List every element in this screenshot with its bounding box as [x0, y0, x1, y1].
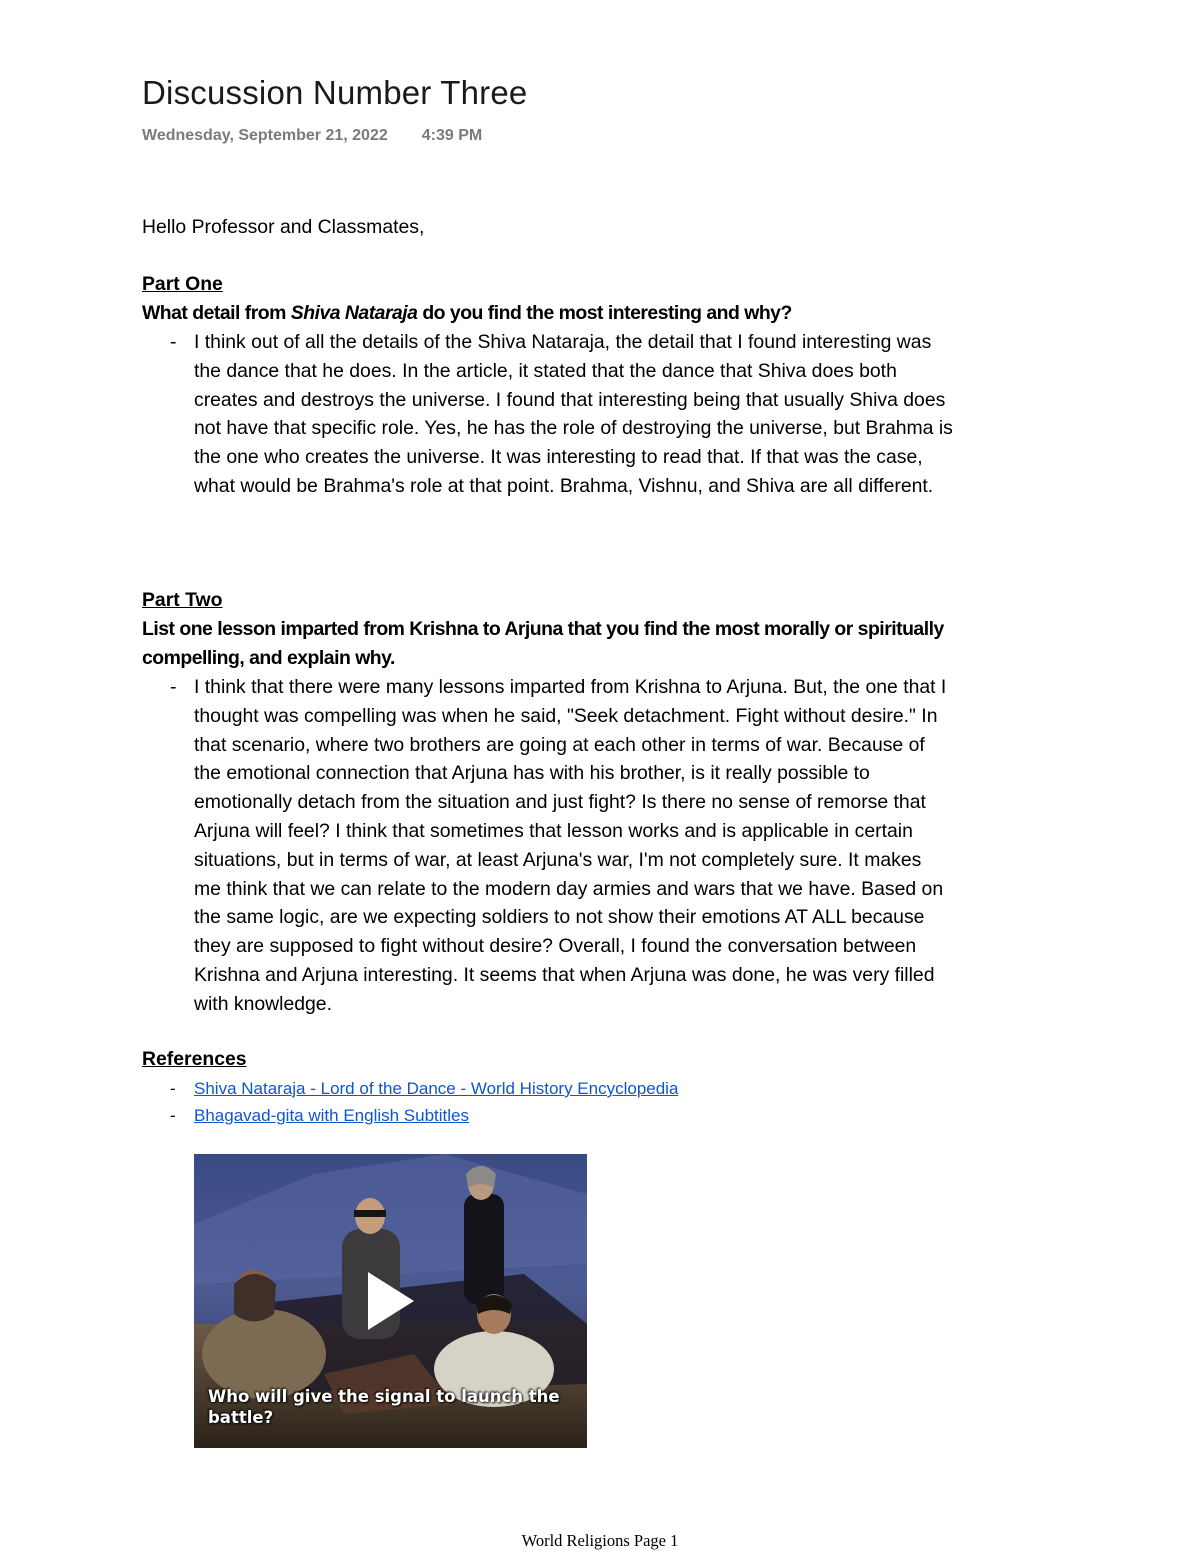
part-one-answer	[194, 328, 1074, 501]
references-heading: References	[142, 1048, 247, 1070]
part-two-bullet: -	[170, 676, 177, 698]
answer-line: thought was compelling was when he said, "Seek detachment. Fight without desire." In	[194, 704, 938, 727]
answer-line: me think that we can relate to the modern day armies and wars that we have. Based on	[194, 877, 944, 900]
answer-line: what would be Brahma's role at that point. Brahma, Vishnu, and Shiva are all different.	[194, 474, 934, 497]
part-two-question-line-1: List one lesson imparted from Krishna to Arjuna that you find the most morally or spiritually	[142, 618, 944, 640]
answer-line: the emotional connection that Arjuna has with his brother, is it really possible to	[194, 762, 870, 785]
answer-line: that scenario, where two brothers are going at each other in terms of war. Because of	[194, 733, 925, 756]
answer-line: not have that specific role. Yes, he has the role of destroying the universe, but Brahma is	[194, 417, 953, 440]
video-caption: Who will give the signal to launch the battle?	[208, 1387, 560, 1427]
reference-link-bhagavad-gita[interactable]: Bhagavad-gita with English Subtitles	[194, 1106, 469, 1125]
part-one-question-end: do you find the most interesting and why?	[417, 302, 792, 324]
answer-line: Krishna and Arjuna interesting. It seems that when Arjuna was done, he was very filled	[194, 963, 935, 986]
page-meta	[142, 127, 482, 145]
reference-bullet: -	[170, 1106, 176, 1125]
reference-bullet: -	[170, 1079, 176, 1098]
page-date: Wednesday, September 21, 2022	[142, 127, 388, 144]
page-title: Discussion Number Three	[142, 74, 528, 111]
part-one-bullet: -	[170, 331, 177, 353]
greeting: Hello Professor and Classmates,	[142, 216, 425, 238]
answer-line: the one who creates the universe. It was interesting to read that. If that was the case,	[194, 446, 923, 469]
part-two-question-line-2: compelling, and explain why.	[142, 647, 395, 669]
play-icon[interactable]	[364, 1268, 418, 1334]
part-one-question	[142, 299, 792, 328]
answer-line: with knowledge.	[194, 992, 332, 1015]
answer-line: I think that there were many lessons imparted from Krishna to Arjuna. But, the one that I	[194, 676, 947, 698]
answer-line: they are supposed to fight without desire? Overall, I found the conversation between	[194, 935, 917, 958]
answer-line: Arjuna will feel? I think that sometimes that lesson works and is applicable in certain	[194, 819, 913, 842]
answer-line: the dance that he does. In the article, it stated that the dance that Shiva does both	[194, 359, 897, 382]
part-one-heading: Part One	[142, 273, 223, 295]
part-two-heading: Part Two	[142, 589, 223, 611]
page-footer: World Religions Page 1	[521, 1531, 679, 1550]
reference-link-shiva-nataraja[interactable]: Shiva Nataraja - Lord of the Dance - World History Encyclopedia	[194, 1079, 679, 1098]
answer-line: emotionally detach from the situation and just fight? Is there no sense of remorse that	[194, 791, 926, 814]
page-time: 4:39 PM	[421, 127, 483, 144]
answer-line: I think out of all the details of the Shiva Nataraja, the detail that I found interesting was	[194, 331, 932, 353]
part-two-answer	[194, 673, 1074, 1019]
part-one-question-start: What detail from	[142, 302, 291, 324]
part-one-question-italic: Shiva Nataraja	[290, 302, 418, 324]
answer-line: situations, but in terms of war, at least Arjuna's war, I'm not completely sure. It makes	[194, 848, 922, 871]
answer-line: creates and destroys the universe. I found that interesting being that usually Shiva does	[194, 388, 946, 411]
answer-line: the same logic, are we expecting soldiers to not show their emotions AT ALL because	[194, 906, 925, 929]
